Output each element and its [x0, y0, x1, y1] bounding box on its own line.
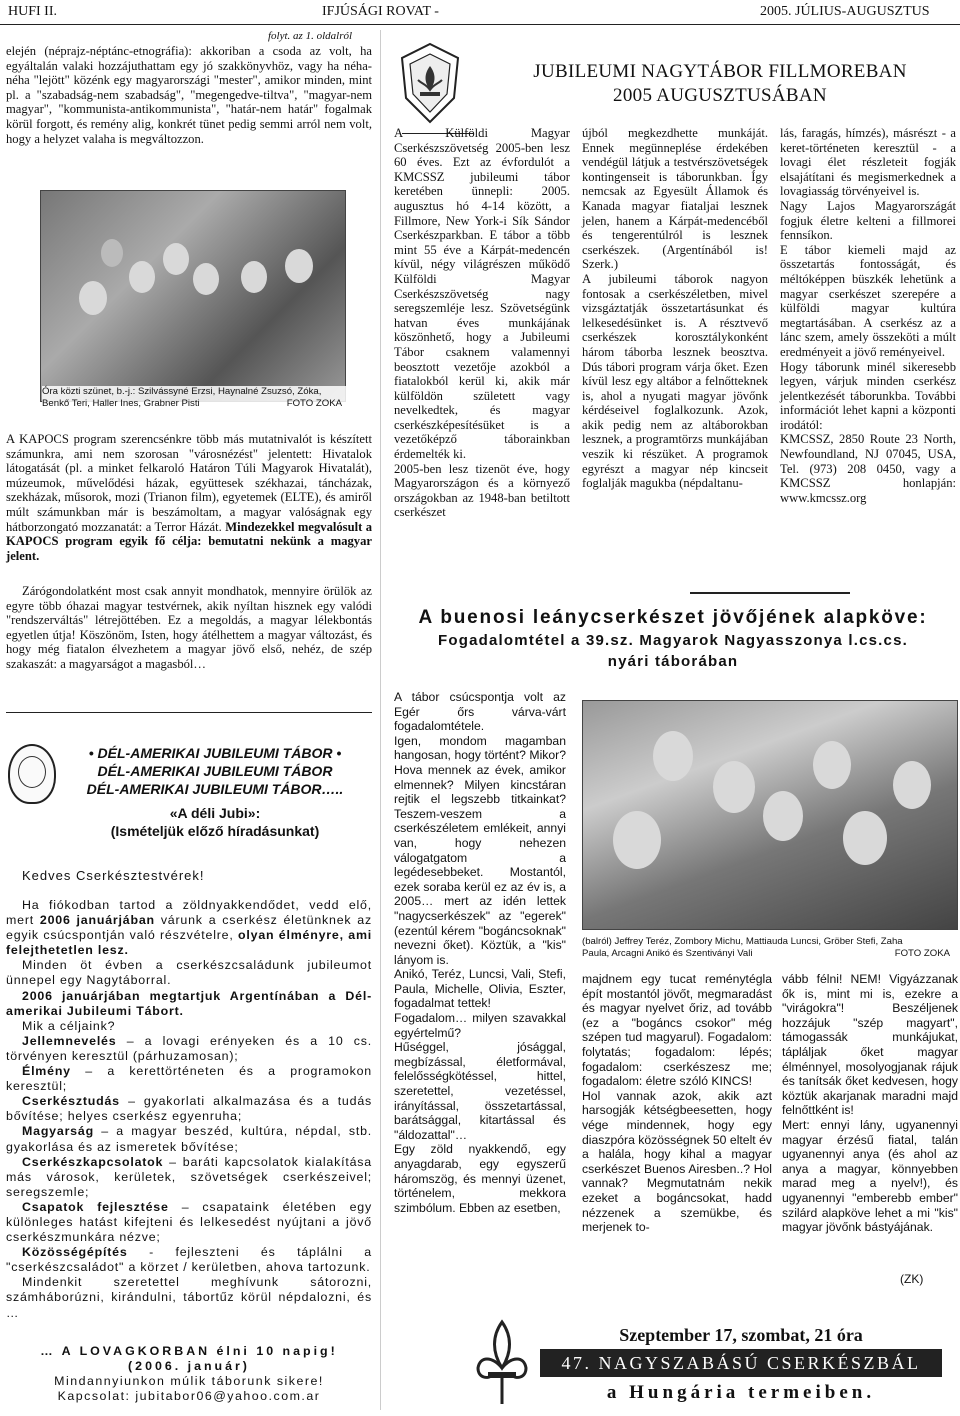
scout-emblem-icon — [394, 40, 466, 126]
event-date: Szeptember 17, szombat, 21 óra — [619, 1325, 863, 1345]
girls-caption-line1: (balról) Jeffrey Teréz, Zombory Michu, Mattiauda Luncsi, Gröber Stefi, Zaha — [582, 936, 903, 947]
jubileum-end-rule — [690, 592, 850, 594]
buenos-headline — [386, 606, 960, 672]
delam-p1-exp: olyan élményre, ami felejthetetlen lesz. — [6, 928, 372, 958]
delam-sub-l2: (Ismételjük előző híradásunkat) — [110, 823, 320, 839]
goal-5: – baráti kapcsolatok kialakítása más városok, kerületek, szövetségek cserkészeivel; seregszemle; — [6, 1154, 372, 1199]
delam-p1-date: 2006 januárjában — [39, 913, 155, 928]
jubileum-title — [480, 60, 960, 108]
event-venue: a Hungária termeiben. — [606, 1382, 876, 1403]
goal-3: – gyakorlati alkalmazása és a tudás bővítése; helyes cserkész egyenruha; — [6, 1094, 373, 1124]
goal-4: – a magyar beszéd, kultúra, népdal, stb. gyakorlása és az ismeretek bővítése; — [6, 1124, 373, 1154]
closing-text: Zárógondolatként most csak annyit mondhatok, mennyire örülök az egyre több óhazai magyar testvérnek, akik nyíltan hisznek egy valódi "rendszerváltás" létrejöttében. Ez a megoldás, a magyar lélekbontás egyetlen útja! Köszönöm, Isten, hogy átélhettem a magyar változást, és hogy még fiatalon élvezhetem a magyar jövő első, nehéz, de szép szakaszát: a magyarságot a magasból… — [6, 584, 372, 671]
girls-photo — [582, 700, 958, 930]
delam-body — [6, 898, 372, 1321]
goal-2: – a kerettörténeten és a programokon keresztül; — [6, 1064, 373, 1094]
jubileum-col2: újból megkezdhette munkáját. Ennek megünneplése érdekében vendégül látjuk a testvérszövetségek kontingenseit is táborunkban. Így nemcsak az Egyesült Államok és Kanada magyar fiataljai lesznek jelen, hanem a Kárpát-medencéből és tengerentúlról is lesznek cserkészek. (Argentínából is! Szerk.) A jubileumi táborok nagyon fontosak a cserkészéletben, mivel vizsgáztatják összetartásunkat és lelkesedésünket is. A résztvevő cserkészek korosztálykonként három táborba lesznek beosztva. Dús tábori program várja őket. Ezen kívül lesz egy altábor a felnőtteknek is, ahol a nyugati magyar jövőnk kérdéseivel foglalkozunk. Azok, akik pedig nem az altáborokban lesznek, a programtörzs munkájában veszik ki részüket. A programok egyrészt a magyar nép kincseit foglalják magukba (népdaltanu- — [582, 126, 768, 491]
header-rule — [0, 24, 960, 25]
jubileum-title-l2: 2005 AUGUSZTUSÁBAN — [613, 85, 827, 106]
girls-photo-credit: FOTO ZOKA — [894, 948, 950, 959]
goal-5-title: Cserkészkapcsolatok — [22, 1154, 164, 1169]
page-header — [0, 0, 960, 26]
buenos-col1: A tábor csúcspontja volt az Egér őrs várva-várt fogadalomtétele. Igen, mondom magamban hangosan, hogy történt? Mikor? Hova mennek az évek, amikor elmennek? Milyen kincstáran rejtik el legszebb titkainkat? Teszem-veszem a cserkészéletem emlékeit, annyi van, hogy nehezen válogatgatom a legédesebbeket. Mostantól, ezek soraba kerül ez az év is, a 2005… mert az idén lettek "nagycserkészek" az "egerek" (ezentúl kérem "bogáncsoknak" nevezni őket). Köztük, a "kis" lányom is. Anikó, Teréz, Luncsi, Vali, Stefi, Paula, Michelle, Olivia, Eszter, fogadalmat tettek! Fogadalom… milyen szavakkal egyértelmű? Hűséggel, jósággal, megbízással, életformával, felelősségkötéssel, hittel, szeretettel, vezetéssel, irányítással, összetartással, barátsággal, kitartással és "áldozattal"… Egy zöld nyakkendő, egy anyagdarab, egy egyszerű háromszög, és mennyi üzenet, történelem, mekkora szimbólum. Ebben az esetben, — [394, 690, 566, 1215]
buenos-col2: majdnem egy tucat reménytégla épít mostantól jövőt, megmaradást és magyar nyelvet őriz, ad tovább (ez a "bogáncs csokor" még szépen tud magyarul). Fogadalom: folytatás; fogadalom: lépés; fogadalom: cserkészesz me; fogadalom: életre szóló KINCS! Hol vannak azok, akik azt harsogják kétségbeesetten, hogy vége mindennek, hogy egy diaszpóra közösségnek 50 eltelt év a halála, hogy kihal a magyar cserkészet Buenos Airesben..? Hol vannak? Megmutatnám nekik ezeket a bogáncsokat, hadd nézzenek a szemükbe, és merjenek to- — [582, 972, 772, 1235]
delam-title-l1: • DÉL-AMERIKAI JUBILEUMI TÁBOR • — [88, 745, 342, 761]
delam-end-l1: … A LOVAGKORBAN élni 10 napig! — [40, 1344, 338, 1358]
jubileum-title-l1: JUBILEUMI NAGYTÁBOR FILLMOREBAN — [533, 61, 907, 82]
delam-p5: Mindenkit szeretettel meghívunk sátorozni, számháborúzni, kirándulni, tábortűz körül népdalozni, és … — [6, 1275, 372, 1320]
delam-p2: Minden öt évben a cserkészcsaládunk jubileumot ünnepel egy Nagytáborral. — [6, 958, 372, 988]
goal-1-title: Jellemnevelés — [22, 1033, 117, 1048]
goal-7-title: Közösségépítés — [22, 1245, 128, 1260]
delam-p1: Ha fiókodban tartod a zöldnyakkendődet, vedd elő, mert — [6, 898, 372, 928]
delam-sub-l1: «A déli Jubi»: — [169, 805, 261, 821]
header-center: IFJÚSÁGI ROVAT - — [322, 4, 439, 19]
teachers-caption — [42, 386, 346, 410]
intro-text: elején (néprajz-néptánc-etnográfia): akkoriban a csoda az volt, ha egyáltalán valaki hozzájuthattam egy jó szakkönyvhöz, vagy ha néha-néha "lejött" közénk egy magyarországi "mester", amikor minden, mint pl. a "szabadság-nem szabadság", "megengedve-tiltva", "magyar-nem magyar", "kommunista-antikommunista", "határ-nem határ" fogalmak körül forgott, és remény alig, konkrét tünet pedig semmi arról nem volt, hogy a helyzet valaha is megváltozzon. — [6, 44, 372, 146]
goal-2-title: Élmény — [22, 1064, 71, 1079]
jubilee-emblem-icon — [8, 744, 56, 804]
delam-p3: 2006 januárjában megtartjuk Argentínában a Dél-amerikai Jubileumi Tábort. — [6, 988, 372, 1018]
goal-4-title: Magyarság — [22, 1124, 94, 1139]
kapocs-body: A KAPOCS program szerencsénkre több más mutatnivalót is készített számunkra, ami nem szorosan "városnézést" jelentett: Hivatalok látogatását (pl. a minket felkaroló Határon Túli Magyarok Hivatalát), múzeumok, művelődési házak, együttesek székhazai, táncházak, szekházak, műsorok, mozi (Trianon film), egyetemek (ELTE), és amiről múlt számunkban már is beszámoltam, a magyar valóságnak egy hátborzongató mozzanatát: a Terror Házát. — [6, 432, 372, 534]
delam-footer — [6, 1344, 372, 1404]
goal-7: - fejleszteni és táplálni a "cserkészcsaládot" a körzet / kerületben, ahova tartozunk. — [6, 1245, 372, 1275]
goal-6: – csapataink életében egy különleges hatást kifejteni és lelkesedést nyújtani a jövő cserkészmunkára nézve; — [6, 1199, 372, 1245]
event-name: 47. NAGYSZABÁSÚ CSERKÉSZBÁL — [540, 1349, 942, 1377]
buenos-col3: vább félni! NEM! Vigyázzanak ők is, mint mi is, ezekre a "virágokra"! Beszéljenek hozzájuk "szép magyart", támogassák munkájukat, tápláljak őket magyar élménnyel, mosolyogjanak rájuk és tanítsák őket kedvesen, hogy köztük akarjanak maradni majd felnőttként is! Mert: ennyi lány, ugyanennyi magyar érzésű fiatal, talán ugyanennyi anya (és ahol az anya a magyar, könnyebben marad meg a nyelv!), és ugyanennyi "emberebb ember" szilárd alapköve lehet a mi "kis" magyar jövőnk bástyájának. — [782, 972, 958, 1235]
buenos-signature: (ZK) — [900, 1272, 924, 1286]
girls-caption-line2: Paula, Arcagni Anikó és Szentiványi Vali — [582, 948, 753, 959]
goal-3-title: Cserkésztudás — [22, 1094, 120, 1109]
fleur-de-lis-icon — [474, 1318, 530, 1408]
event-box — [540, 1323, 942, 1407]
girls-caption — [582, 936, 956, 960]
delam-title-l3: DÉL-AMERIKAI JUBILEUMI TÁBOR….. — [86, 781, 344, 797]
delam-title — [58, 744, 372, 840]
header-right: 2005. JÚLIUS-AUGUSZTUS — [760, 4, 930, 19]
buenos-sub-l1: Fogadalomtétel a 39.sz. Magyarok Nagyasszonya l.cs.cs. — [438, 632, 908, 649]
continued-note: folyt. az 1. oldalról — [268, 30, 353, 42]
header-left: HUFI II. — [8, 4, 57, 19]
delam-contact: Kapcsolat: jubitabor06@yahoo.com.ar — [57, 1389, 321, 1403]
teachers-caption-line2: Benkő Teri, Haller Ines, Grabner Pisti — [42, 398, 200, 409]
delam-greeting: Kedves Cserkésztestvérek! — [22, 868, 205, 883]
buenos-title: A buenosi leánycserkészet jövőjének alapköve: — [418, 607, 928, 628]
buenos-sub-l2: nyári táborában — [607, 653, 739, 670]
jubileum-col3: lás, faragás, hímzés), másrészt - a keret-történeten keresztül - a lovagi élet részleteit fogják elsajátítani és megismerkednek a lovagiasság törvényeivel is. Nagy Lajos Magyarországát fogjuk életre kelteni a fillmorei fennsíkon. E tábor kiemeli majd az összetartás fontosságát, és méltóképpen büszkék lehetünk a magyar cserkészet szerepére a külföldi magyar kultúra megtartásában. A cserkész az a lánc szem, amely összeköti a múlt eredményeit a jövő reményeivel. Hogy táborunk minél sikeresebb legyen, várjuk minden cserkész jelentkezését táborunkba. További információt lehet kapni a központi irodától: KMCSSZ, 2850 Route 23 North, Newfoundland, NJ 07045, USA, Tel. (973) 208 0450, vagy a KMCSSZ honlapján: www.kmcssz.org — [780, 126, 956, 505]
delam-p1b: várunk a cserkész életünknek az egyik csúcspontján való részvételre, — [6, 913, 372, 943]
kapocs-text — [6, 432, 372, 563]
delam-end-l3: Mindannyiunkon múlik táborunk sikere! — [54, 1374, 324, 1388]
goal-6-title: Csapatok fejlesztése — [22, 1199, 169, 1214]
goal-1: – a lovagi erényeken és a 10 cs. törvényen keresztül (párhuzamosan); — [6, 1033, 372, 1063]
column-divider — [380, 30, 381, 1410]
section-rule-left — [6, 712, 372, 713]
delam-end-l2: (2006. január) — [128, 1359, 250, 1373]
teachers-caption-line1: Óra közti szünet, b.-j.: Szilvássyné Erzsi, Haynalné Zsuzsó, Zóka, — [42, 386, 322, 397]
delam-title-l2: DÉL-AMERIKAI JUBILEUMI TÁBOR — [97, 763, 333, 779]
delam-p4: Mik a céljaink? — [22, 1018, 116, 1033]
teachers-photo-credit: FOTO ZOKA — [286, 398, 342, 409]
kapocs-goal: Mindezekkel megvalósult a KAPOCS program egyik fő célja: bemutatni nekünk a magyar jelent. — [6, 519, 372, 563]
teachers-photo — [40, 190, 346, 402]
jubileum-col1: A Külföldi Magyar Cserkészszövetség 2005-ben lesz 60 éves. Ezt az évfordulót a KMCSSZ jubileumi tábor keretében ünnepli: 2005. augusztus hó 4-14 között, a Fillmore, New York-i Sík Sándor Cserkészparkban. E tábor a több mint 55 éve a Kárpát-medencén kívül, négy világrészen működő Külföldi Magyar Cserkészszövetség nagy seregszemléje lesz. Szövetségünk hatvan éves munkájának köszönhető, hogy a Jubileumi Tábor csaknem valamennyi beosztott vezetője azokból a fiatalokból kerül ki, akik már külföldön született vagy nevelkedtek, és magyar cserkészképesítésüket is a vezetőképző táborainkban érdemelték ki. 2005-ben lesz tizenöt éve, hogy Magyarországon és a környező országokban az 1948-ban betiltott cserkészet — [394, 126, 570, 520]
